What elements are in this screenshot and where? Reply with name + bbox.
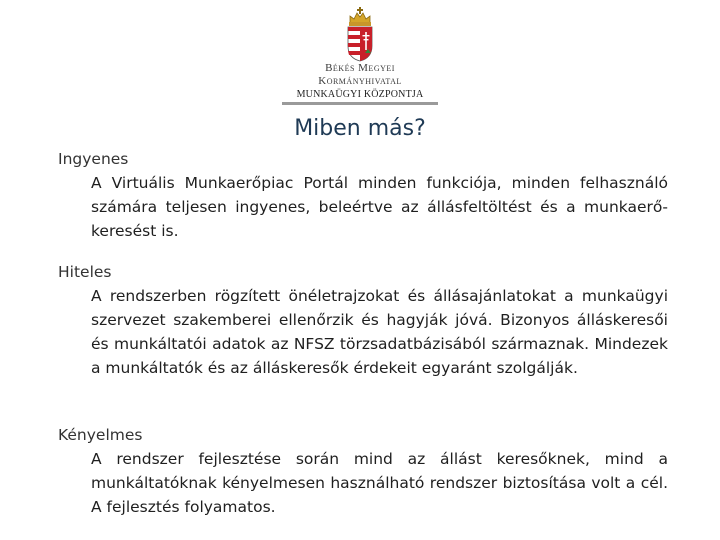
section-authentic xyxy=(58,260,668,380)
section-heading: Kényelmes xyxy=(58,426,143,444)
section-body: A rendszer fejlesztése során mind az állást keresőknek, mind a munkáltatóknak kényelmesen használható rendszer biztosítása volt a cél. A fejlesztés folyamatos. xyxy=(91,450,668,516)
section-body: A rendszerben rögzített önéletrajzokat és állásajánlatokat a munkaügyi szervezet szakemberei ellenőrzik és hagyják jóvá. Bizonyos álláskeresői és munkáltatói adatok az NFSZ törzsadatbázisából származnak. Mindezek a munkáltatók és az álláskeresők érdekeit egyaránt szolgálják. xyxy=(91,287,668,377)
header-divider xyxy=(282,102,438,105)
office-name-line3: MUNKAÜGYI KÖZPONTJA xyxy=(296,89,424,100)
section-heading: Ingyenes xyxy=(58,150,129,168)
slide-title: Miben más? xyxy=(294,116,426,141)
office-name-line2: Kormányhivatal xyxy=(318,75,402,87)
section-heading: Hiteles xyxy=(58,263,112,281)
office-name-line1: Békés Megyei xyxy=(325,62,395,74)
section-free xyxy=(58,147,668,243)
coat-of-arms-icon xyxy=(345,6,375,62)
section-body: A Virtuális Munkaerőpiac Portál minden funkciója, minden felhasználó számára teljesen ingyenes, beleértve az állásfeltöltést és a munkaerő-keresést is. xyxy=(91,174,668,240)
header xyxy=(0,0,720,110)
section-convenient xyxy=(58,423,668,519)
